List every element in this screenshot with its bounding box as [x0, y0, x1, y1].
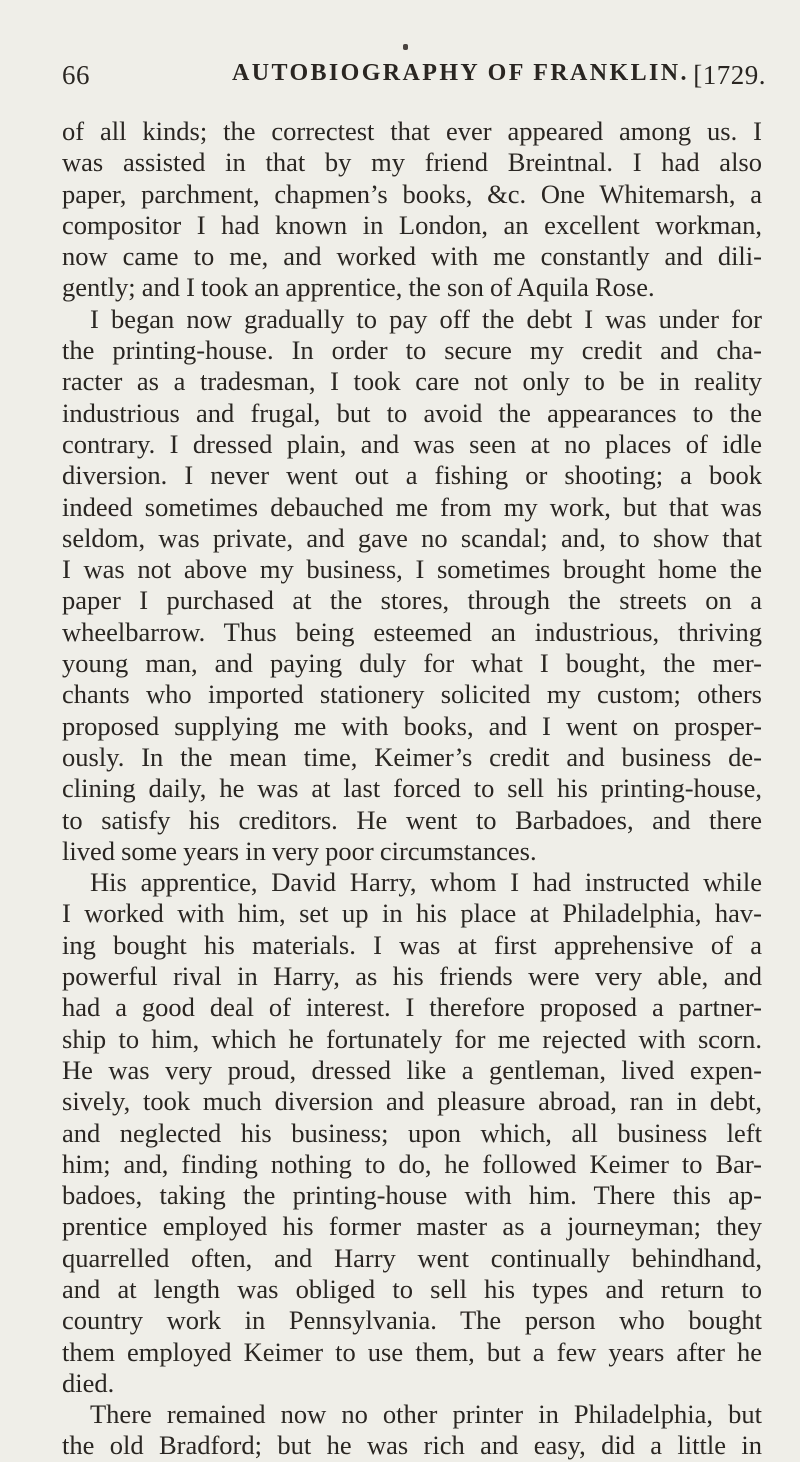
- text-line: paper I purchased at the stores, through the streets on a: [62, 585, 762, 616]
- text-line: There remained now no other printer in Philadelphia, but: [90, 1399, 762, 1430]
- text-line: of all kinds; the correctest that ever appeared among us. I: [62, 116, 762, 146]
- text-line: and at length was obliged to sell his types and return to: [62, 1273, 762, 1304]
- text-line: was assisted in that by my friend Breintnal. I had also: [62, 147, 762, 178]
- text-line: clining daily, he was at last forced to sell his printing-house,: [62, 773, 762, 804]
- text-line: chants who imported stationery solicited my custom; others: [62, 679, 762, 710]
- text-line: them employed Keimer to use them, but a few years after he: [62, 1336, 762, 1367]
- text-line: powerful rival in Harry, as his friends were very able, and: [62, 961, 762, 992]
- text-line: to satisfy his creditors. He went to Barbadoes, and there: [62, 804, 762, 835]
- text-line: badoes, taking the printing-house with him. There this ap-: [62, 1180, 762, 1211]
- text-line: diversion. I never went out a fishing or shooting; a book: [62, 460, 762, 491]
- text-line: His apprentice, David Harry, whom I had instructed while: [90, 867, 762, 898]
- text-line: I worked with him, set up in his place at Philadelphia, hav-: [62, 898, 762, 929]
- text-line: I began now gradually to pay off the debt I was under for: [90, 303, 762, 334]
- text-line: seldom, was private, and gave no scandal; and, to show that: [62, 522, 762, 553]
- text-line: sively, took much diversion and pleasure abroad, ran in debt,: [62, 1086, 762, 1117]
- text-line: I was not above my business, I sometimes brought home the: [62, 554, 762, 585]
- text-line: him; and, finding nothing to do, he followed Keimer to Bar-: [62, 1148, 762, 1179]
- text-line: gently; and I took an apprentice, the son of Aquila Rose.: [62, 272, 655, 303]
- text-line: racter as a tradesman, I took care not only to be in reality: [62, 366, 762, 397]
- text-line: prentice employed his former master as a journeyman; they: [62, 1211, 762, 1242]
- running-title: AUTOBIOGRAPHY OF FRANKLIN.: [232, 60, 689, 86]
- text-line: died.: [62, 1367, 115, 1398]
- running-header: [62, 60, 766, 100]
- text-line: contrary. I dressed plain, and was seen at no places of idle: [62, 428, 762, 459]
- text-line: ship to him, which he fortunately for me rejected with scorn.: [62, 1023, 762, 1054]
- year-marker: [1729.: [693, 60, 766, 90]
- text-line: now came to me, and worked with me constantly and dili-: [62, 241, 762, 272]
- text-line: ously. In the mean time, Keimer’s credit and business de-: [62, 741, 762, 772]
- text-line: country work in Pennsylvania. The person who bought: [62, 1305, 762, 1336]
- ink-speck: [403, 44, 408, 50]
- text-line: proposed supplying me with books, and I went on prosper-: [62, 710, 762, 741]
- text-line: the old Bradford; but he was rich and easy, did a little in: [62, 1430, 762, 1461]
- text-line: wheelbarrow. Thus being esteemed an industrious, thriving: [62, 616, 762, 647]
- text-line: indeed sometimes debauched me from my work, but that was: [62, 491, 762, 522]
- page-number: 66: [62, 60, 90, 90]
- text-line: young man, and paying duly for what I bought, the mer-: [62, 648, 762, 679]
- text-line: paper, parchment, chapmen’s books, &c. One Whitemarsh, a: [62, 178, 762, 209]
- text-line: ing bought his materials. I was at first apprehensive of a: [62, 929, 762, 960]
- text-line: and neglected his business; upon which, all business left: [62, 1117, 762, 1148]
- text-line: quarrelled often, and Harry went continually behindhand,: [62, 1242, 762, 1273]
- text-line: industrious and frugal, but to avoid the appearances to the: [62, 397, 762, 428]
- text-line: compositor I had known in London, an excellent workman,: [62, 209, 762, 240]
- text-line: had a good deal of interest. I therefore proposed a partner-: [62, 992, 762, 1023]
- text-line: He was very proud, dressed like a gentleman, lived expen-: [62, 1054, 762, 1085]
- text-line: lived some years in very poor circumstances.: [62, 835, 537, 866]
- text-line: the printing-house. In order to secure my credit and cha-: [62, 335, 762, 366]
- body-text: [62, 116, 762, 1462]
